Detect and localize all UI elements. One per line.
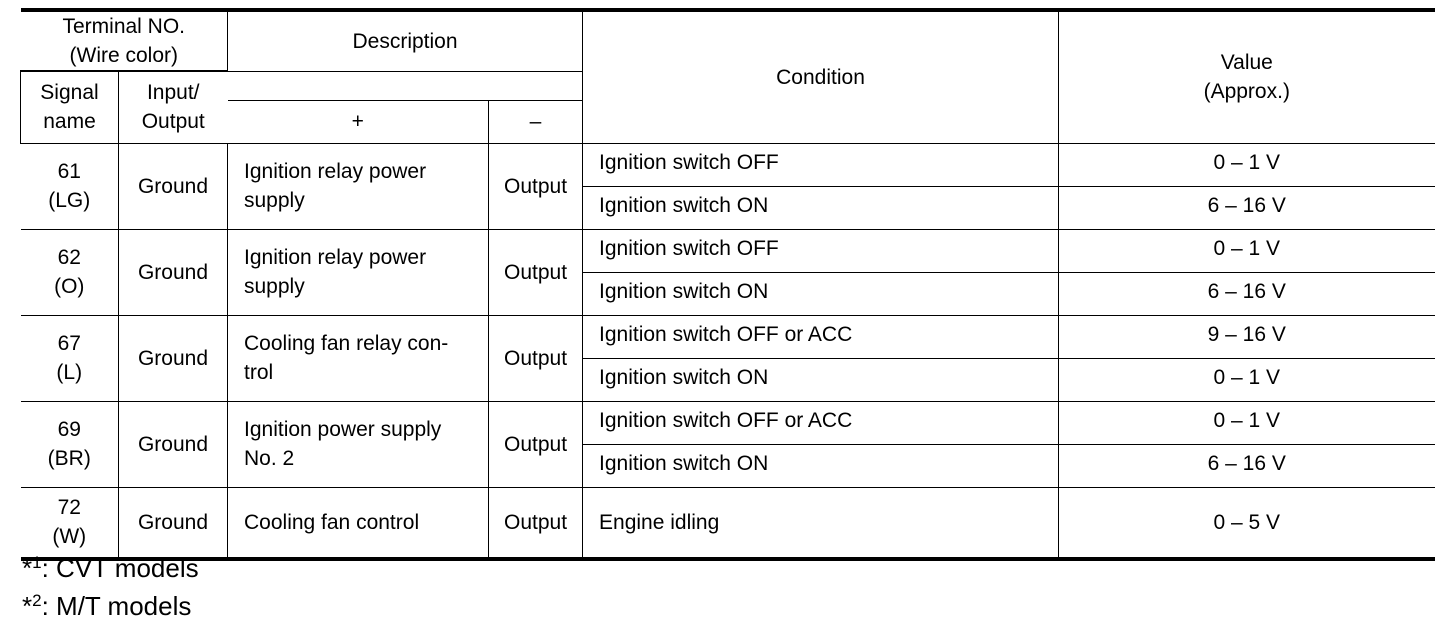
value-cell: 0 – 1 V: [1059, 143, 1435, 186]
terminal-number: 72: [57, 496, 81, 520]
terminal-number: 61: [57, 160, 81, 183]
terminal-cell: [21, 315, 119, 401]
table-row: [21, 487, 1435, 559]
footnote-text: : M/T models: [41, 591, 192, 621]
header-value: [1059, 10, 1435, 143]
value-cell: 0 – 1 V: [1059, 229, 1435, 272]
condition-cell: Ignition switch ON: [583, 358, 1059, 401]
value-cell: 6 – 16 V: [1059, 186, 1435, 229]
signal-name-cell: Cooling fan control: [228, 487, 489, 559]
wire-color: (W): [52, 525, 87, 549]
wire-color: (BR): [47, 447, 91, 470]
header-wire-color-label: (Wire color): [69, 44, 178, 67]
signal-name-cell: [228, 143, 489, 229]
condition-cell: Ignition switch OFF or ACC: [583, 401, 1059, 444]
value-cell: 6 – 16 V: [1059, 272, 1435, 315]
condition-cell: Ignition switch ON: [583, 444, 1059, 487]
header-description: Description: [228, 10, 583, 71]
header-minus: –: [489, 100, 583, 143]
value-cell: 0 – 5 V: [1059, 487, 1435, 559]
terminal-number: 67: [57, 332, 81, 355]
terminal-spec-table: [20, 8, 1435, 561]
footnote-mark: *: [22, 591, 33, 621]
condition-cell: Ignition switch OFF: [583, 229, 1059, 272]
footnotes: [22, 549, 199, 625]
terminal-cell: [21, 401, 119, 487]
condition-cell: Engine idling: [583, 487, 1059, 559]
condition-cell: Ignition switch ON: [583, 186, 1059, 229]
footnote-mt: [22, 587, 199, 625]
header-condition: Condition: [583, 10, 1059, 143]
signal-name-cell: [228, 401, 489, 487]
signal-name-line: supply: [244, 275, 305, 298]
signal-name-line: Ignition relay power: [244, 160, 427, 183]
signal-name-line: trol: [244, 361, 274, 384]
wire-color: (L): [56, 361, 83, 384]
header-plus: +: [228, 100, 489, 143]
io-cell: Output: [489, 401, 583, 487]
footnote-cvt: [22, 549, 199, 587]
value-cell: 0 – 1 V: [1059, 358, 1435, 401]
condition-cell: Ignition switch OFF or ACC: [583, 315, 1059, 358]
wire-color: (O): [54, 275, 85, 298]
signal-name-cell: [228, 315, 489, 401]
value-cell: 6 – 16 V: [1059, 444, 1435, 487]
header-terminal-label: Terminal NO.: [62, 15, 186, 38]
value-cell: 9 – 16 V: [1059, 315, 1435, 358]
signal-name-line: Cooling fan relay con-: [244, 332, 449, 355]
io-cell: Output: [489, 229, 583, 315]
table-row: [21, 143, 1435, 186]
condition-cell: Ignition switch OFF: [583, 143, 1059, 186]
terminal-cell: [21, 229, 119, 315]
io-cell: Output: [489, 315, 583, 401]
footnote-mark: *: [22, 553, 33, 583]
table-row: [21, 401, 1435, 444]
ground-cell: Ground: [119, 401, 228, 487]
io-cell: Output: [489, 143, 583, 229]
io-cell: Output: [489, 487, 583, 559]
table-row: [21, 315, 1435, 358]
header-input-output: [119, 71, 228, 143]
wire-color: (LG): [48, 189, 91, 212]
value-cell: 0 – 1 V: [1059, 401, 1435, 444]
footnote-number: 1: [32, 553, 42, 572]
signal-name-line: Ignition power supply: [244, 418, 442, 441]
terminal-cell: [21, 143, 119, 229]
footnote-text: : CVT models: [41, 553, 199, 583]
header-approx-label: (Approx.): [1203, 80, 1290, 104]
ground-cell: Ground: [119, 229, 228, 315]
table-row: [21, 229, 1435, 272]
terminal-number: 69: [57, 418, 81, 441]
condition-cell: Ignition switch ON: [583, 272, 1059, 315]
ground-cell: Ground: [119, 315, 228, 401]
ground-cell: Ground: [119, 143, 228, 229]
ground-cell: Ground: [119, 487, 228, 559]
signal-name-line: Ignition relay power: [244, 246, 427, 269]
header-terminal-no: [21, 10, 228, 71]
header-value-label: Value: [1220, 51, 1273, 75]
header-signal-name: Signal name: [21, 71, 119, 143]
header-input-label: Input/: [146, 81, 200, 105]
signal-name-line: supply: [244, 189, 305, 212]
signal-name-line: No. 2: [244, 447, 295, 470]
header-output-label: Output: [141, 110, 205, 134]
signal-name-cell: [228, 229, 489, 315]
terminal-number: 62: [57, 246, 81, 269]
footnote-number: 2: [32, 591, 42, 610]
